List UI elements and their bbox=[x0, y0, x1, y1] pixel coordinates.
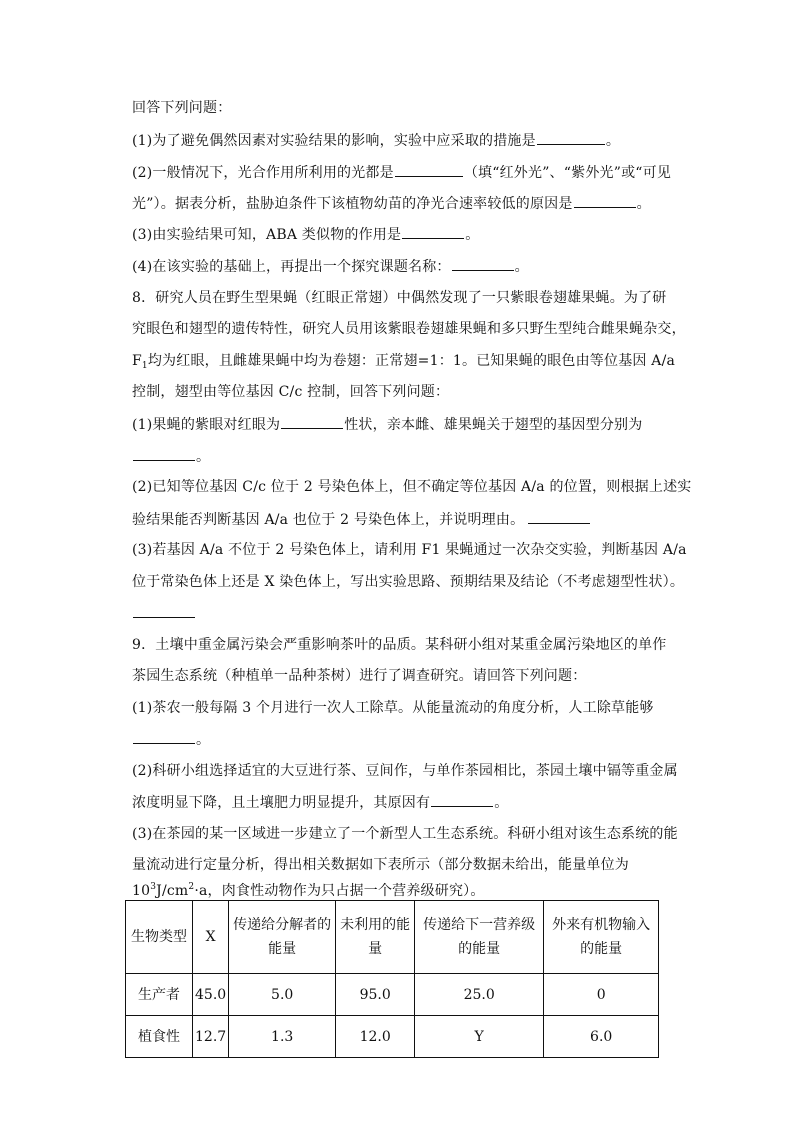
table-cell: 6.0 bbox=[544, 1016, 659, 1058]
table-cell: 1.3 bbox=[229, 1016, 336, 1058]
question-8-3-cont: 位于常染色体上还是 X 染色体上，写出实验思路、预期结果及结论（不考虑翅型性状）。 bbox=[132, 574, 685, 590]
question-9-3-cont: $10^3J/cm^2\cdot a$，肉食性动物作为只占据一个营养级研究）。 bbox=[132, 882, 485, 899]
answer-blank bbox=[452, 256, 514, 271]
table-header-cell: X bbox=[193, 901, 229, 974]
answer-blank bbox=[281, 414, 343, 429]
question-8-1-cont: 。 bbox=[132, 446, 210, 467]
answer-blank bbox=[133, 729, 195, 744]
answer-blank bbox=[528, 509, 590, 524]
question-9-1-cont: 。 bbox=[132, 729, 210, 750]
answer-blank bbox=[133, 446, 195, 461]
table-cell: 5.0 bbox=[229, 974, 336, 1016]
question-9-2: (2)科研小组选择适宜的大豆进行茶、豆间作，与单作茶园相比，茶园土壤中镉等重金属 bbox=[132, 763, 678, 779]
table-header-cell: 外来有机物输入的能量 bbox=[544, 901, 659, 974]
table-cell: 植食性 bbox=[126, 1016, 193, 1058]
answer-blank bbox=[537, 130, 605, 145]
answer-blank bbox=[431, 792, 493, 807]
question-9-stem: 9．土壤中重金属污染会严重影响茶叶的品质。某科研小组对某重金属污染地区的单作 bbox=[132, 637, 667, 653]
table-row bbox=[126, 1016, 659, 1058]
answer-blank bbox=[395, 162, 463, 177]
table-cell: 12.0 bbox=[336, 1016, 415, 1058]
table-header-cell: 传递给下一营养级的能量 bbox=[415, 901, 544, 974]
question-8-stem: 8．研究人员在野生型果蝇（红眼正常翅）中偶然发现了一只紫眼卷翅雄果蝇。为了研 bbox=[132, 290, 667, 306]
table-row bbox=[126, 974, 659, 1016]
question-9-3-cont: 量流动进行定量分析，得出相关数据如下表所示（部分数据未给出，能量单位为 bbox=[132, 857, 629, 873]
question-9-stem: 茶园生态系统（种植单一品种茶树）进行了调查研究。请回答下列问题： bbox=[132, 668, 587, 684]
question-8-stem: 控制，翅型由等位基因 C/c 控制，回答下列问题： bbox=[132, 384, 450, 400]
table-cell: 0 bbox=[544, 974, 659, 1016]
text-line: 回答下列问题： bbox=[132, 100, 232, 116]
question-8-3: (3)若基因 A/a 不位于 2 号染色体上，请利用 F1 果蝇通过一次杂交实验，判断基因 A/a bbox=[132, 542, 687, 558]
question-9-3: (3)在茶园的某一区域进一步建立了一个新型人工生态系统。科研小组对该生态系统的能 bbox=[132, 826, 678, 842]
question-7-2: (2)一般情况下，光合作用所利用的光都是 （填“红外光”、“紫外光”或“可见 bbox=[132, 162, 671, 183]
question-9-2-cont: 浓度明显下降，且土壤肥力明显提升，其原因有 。 bbox=[132, 792, 508, 813]
table-cell: 25.0 bbox=[415, 974, 544, 1016]
table-cell: 45.0 bbox=[193, 974, 229, 1016]
question-7-4: (4)在该实验的基础上，再提出一个探究课题名称： 。 bbox=[132, 256, 529, 277]
question-8-stem: $F_1$均为红眼，且雌雄果蝇中均为卷翅：正常翅=1：1。已知果蝇的眼色由等位基因 A/a bbox=[132, 353, 676, 371]
question-8-1: (1)果蝇的紫眼对红眼为 性状，亲本雌、雄果蝇关于翅型的基因型分别为 bbox=[132, 414, 642, 435]
answer-blank bbox=[402, 224, 464, 239]
question-9-1: (1)茶农一般每隔 3 个月进行一次人工除草。从能量流动的角度分析，人工除草能够 bbox=[132, 700, 654, 716]
question-8-2-cont: 验结果能否判断基因 A/a 也位于 2 号染色体上，并说明理由。 bbox=[132, 509, 591, 530]
question-7-3: (3)由实验结果可知，ABA 类似物的作用是 。 bbox=[132, 224, 479, 245]
table-cell: 12.7 bbox=[193, 1016, 229, 1058]
question-8-3-blank bbox=[132, 603, 196, 624]
question-8-2: (2)已知等位基因 C/c 位于 2 号染色体上，但不确定等位基因 A/a 的位置，则根据上述实 bbox=[132, 479, 692, 495]
table-cell: Y bbox=[415, 1016, 544, 1058]
answer-blank bbox=[133, 603, 195, 618]
table-header-cell: 传递给分解者的能量 bbox=[229, 901, 336, 974]
question-8-stem: 究眼色和翅型的遗传特性，研究人员用该紫眼卷翅雄果蝇和多只野生型纯合雌果蝇杂交， bbox=[132, 321, 686, 337]
table-header-cell: 生物类型 bbox=[126, 901, 193, 974]
question-7-1: (1)为了避免偶然因素对实验结果的影响，实验中应采取的措施是 。 bbox=[132, 130, 620, 151]
energy-flow-table bbox=[125, 900, 659, 1058]
question-7-2-cont: 光”）。据表分析，盐胁迫条件下该植物幼苗的净光合速率较低的原因是 。 bbox=[132, 193, 651, 214]
table-cell: 生产者 bbox=[126, 974, 193, 1016]
answer-blank bbox=[574, 193, 636, 208]
table-header-cell: 未利用的能量 bbox=[336, 901, 415, 974]
table-cell: 95.0 bbox=[336, 974, 415, 1016]
table-header-row bbox=[126, 901, 659, 974]
